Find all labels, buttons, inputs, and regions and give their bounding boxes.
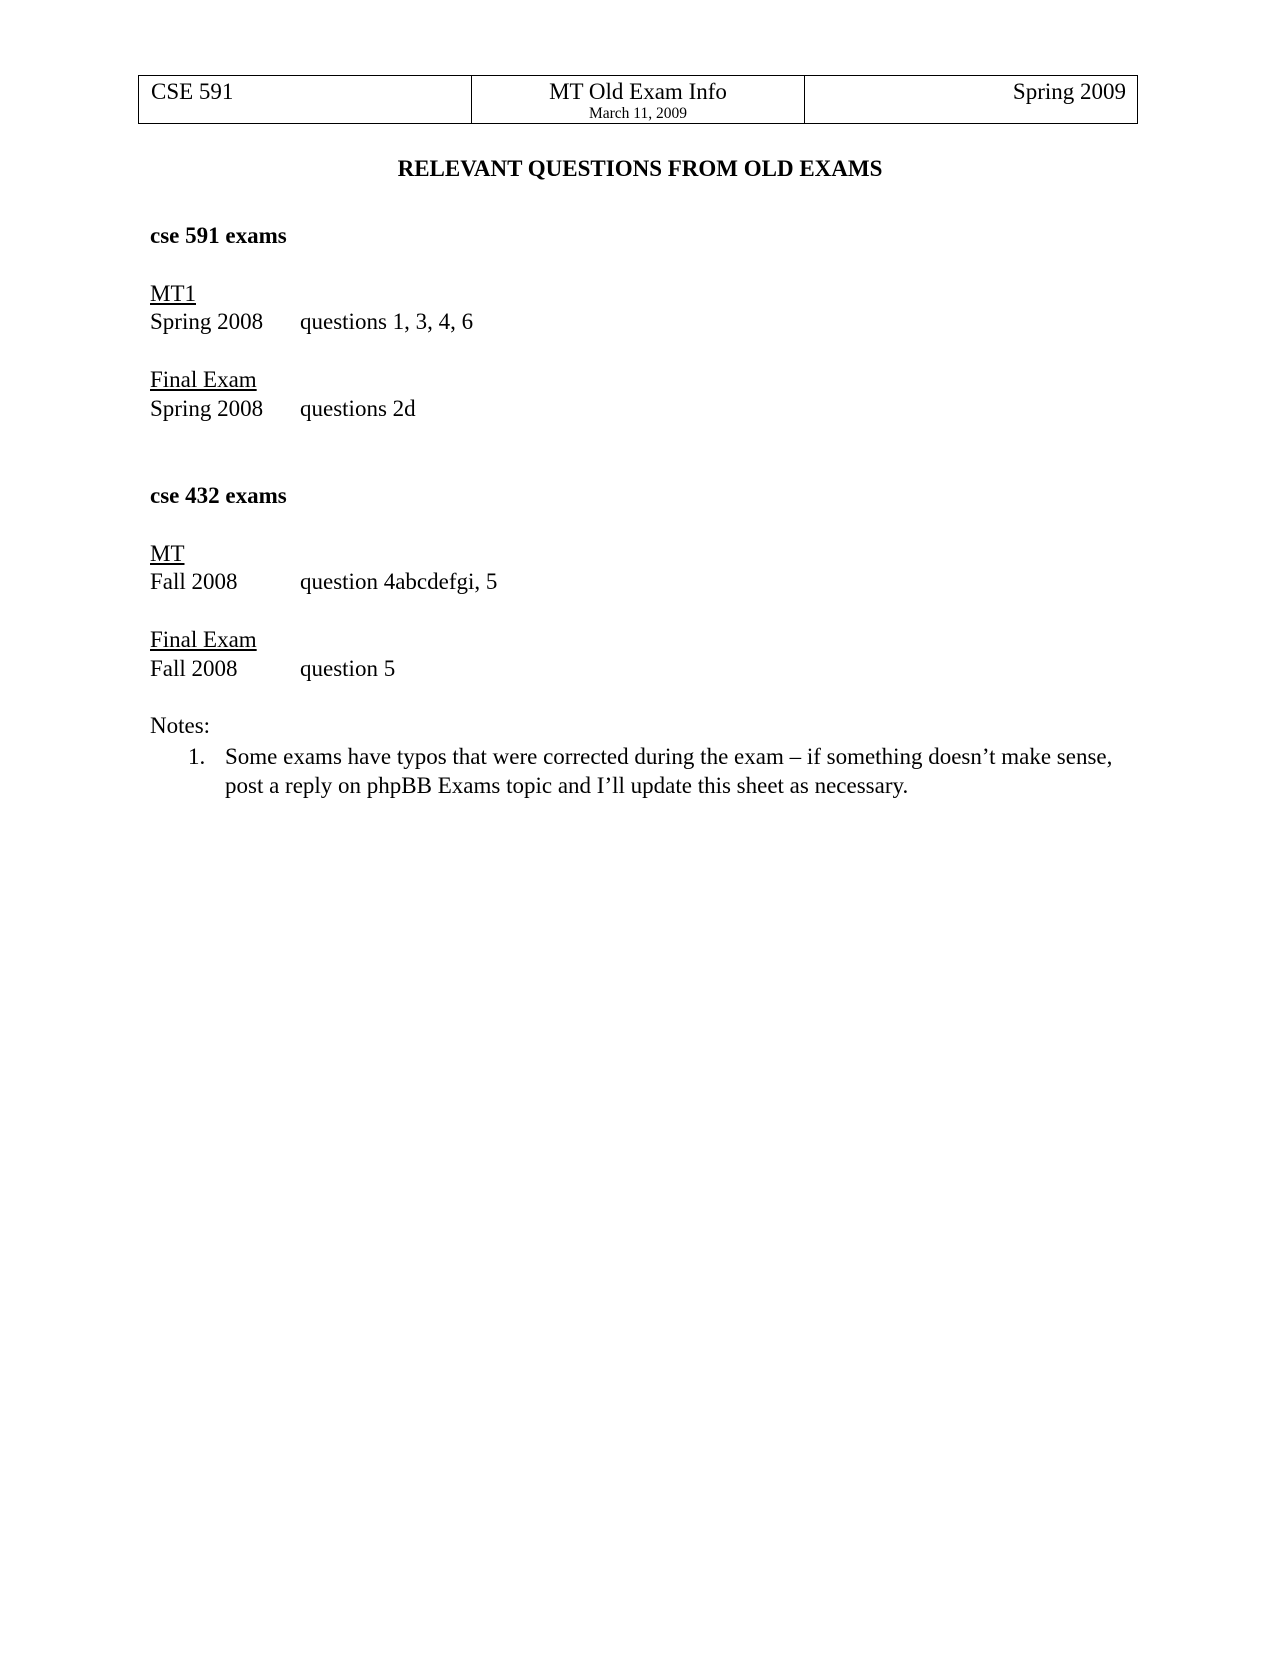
exam-questions: questions 2d (300, 396, 416, 421)
header-term-cell (805, 76, 1137, 123)
section-heading-cse591: cse 591 exams (150, 223, 287, 248)
exam-term: Spring 2008 (150, 309, 264, 334)
exam-label-final: Final Exam (150, 627, 257, 652)
note-text: Some exams have typos that were corrected during the exam – if something doesn’t make sense, post a reply on phpBB Exams topic and I’ll update this sheet as necessary. (225, 744, 1113, 798)
term-label: Spring 2009 (1012, 79, 1126, 104)
exam-term: Fall 2008 (150, 656, 238, 681)
course-code: CSE 591 (151, 79, 234, 104)
header-title-cell (472, 76, 805, 123)
exam-questions: questions 1, 3, 4, 6 (300, 309, 474, 334)
document-title: MT Old Exam Info (549, 79, 727, 104)
document-date: March 11, 2009 (588, 105, 687, 122)
note-number: 1. (188, 744, 206, 769)
exam-label-final: Final Exam (150, 367, 257, 392)
exam-term: Fall 2008 (150, 569, 238, 594)
section-heading-cse432: cse 432 exams (150, 483, 287, 508)
header-course-cell (139, 76, 472, 123)
header-table (138, 75, 1138, 124)
exam-label-mt1: MT1 (150, 281, 196, 306)
exam-label-mt: MT (150, 541, 185, 566)
notes-label: Notes: (150, 713, 211, 738)
main-heading: RELEVANT QUESTIONS FROM OLD EXAMS (397, 156, 883, 181)
exam-questions: question 5 (300, 656, 396, 681)
exam-term: Spring 2008 (150, 396, 264, 421)
exam-questions: question 4abcdefgi, 5 (300, 569, 498, 594)
